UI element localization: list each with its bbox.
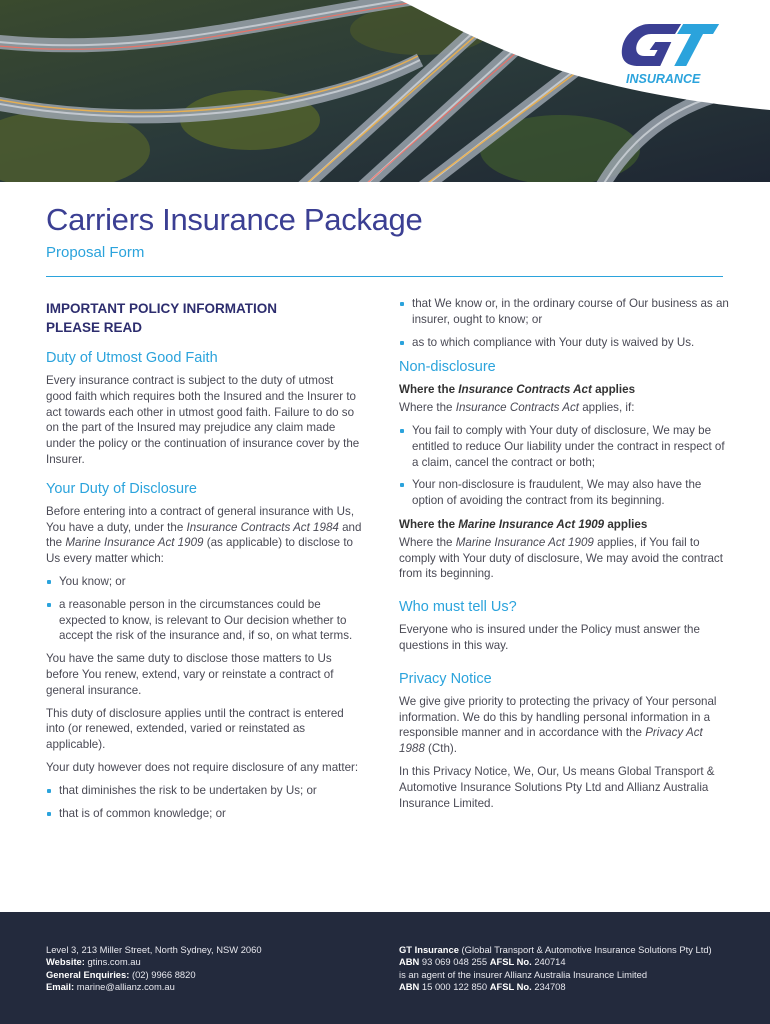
disclosure-paragraph-1: Before entering into a contract of general insurance with Us, You have a duty, under the Insurance Contracts Act 1984 and the Marine Insurance Act 1909 (as applicable) to disclose to Us every matter which: — [46, 504, 362, 566]
disclosure-list — [46, 574, 362, 644]
footer-email: Email: marine@allianz.com.au — [46, 981, 175, 993]
list-item: a reasonable person in the circumstances could be expected to know, is relevant to Our decision whether to accept the risk of the insurance and, if so, on what terms. — [46, 597, 362, 644]
important-heading: IMPORTANT POLICY INFORMATION PLEASE READ — [46, 301, 277, 335]
list-item: that diminishes the risk to be undertaken by Us; or — [46, 783, 362, 799]
ica-subheading: Where the Insurance Contracts Act applies — [399, 383, 636, 397]
disclosure-exceptions-list — [46, 783, 362, 822]
privacy-heading: Privacy Notice — [399, 670, 492, 687]
privacy-paragraph-2: In this Privacy Notice, We, Our, Us means Global Transport & Automotive Insurance Solutions Pty Ltd and Allianz Australia Insurance Limited. — [399, 764, 715, 810]
list-item: You know; or — [46, 574, 362, 590]
gt-insurance-logo — [620, 20, 730, 90]
divider — [46, 276, 723, 277]
disclosure-paragraph-3: This duty of disclosure applies until the contract is entered into (or renewed, extended, varied or reinstated as applicable). — [46, 706, 344, 752]
list-item: that is of common knowledge; or — [46, 806, 362, 822]
mia-paragraph: Where the Marine Insurance Act 1909 applies, if You fail to comply with Your duty of disclosure, We may avoid the contract from its beginning. — [399, 535, 723, 581]
disclosure-exceptions-continued — [399, 296, 729, 350]
right-column — [399, 296, 729, 818]
privacy-paragraph-1: We give give priority to protecting the privacy of Your personal information. We do this by handling personal information in a responsible manner and in accordance with the Privacy Act 1988 (Cth). — [399, 694, 717, 756]
good-faith-text: Every insurance contract is subject to the duty of utmost good faith which requires both the Insured and the Insurer to act towards each other in utmost good faith. Failure to do so on the part of the Insured may prejudice any claim made under the policy or the continuation of insurance cover by the Insurer. — [46, 374, 360, 466]
footer-enquiries: General Enquiries: (02) 9966 8820 — [46, 968, 196, 980]
footer-website: Website: gtins.com.au — [46, 956, 141, 968]
disclosure-paragraph-2: You have the same duty to disclose those matters to Us before You renew, extend, vary or reinstate a contract of general insurance. — [46, 652, 334, 697]
footer-company: GT Insurance (Global Transport & Automotive Insurance Solutions Pty Ltd) ABN 93 069 048 255 AFSL No. 240714 is an agent of the insurer Allianz Australia Insurance Limited ABN 15 000 122 850 AFSL No. 234708 — [399, 944, 712, 993]
who-must-tell-heading: Who must tell Us? — [399, 599, 517, 616]
mia-subheading: Where the Marine Insurance Act 1909 applies — [399, 517, 648, 531]
nondisclosure-heading: Non-disclosure — [399, 359, 496, 376]
ica-paragraph: Where the Insurance Contracts Act applies, if: — [399, 401, 635, 415]
good-faith-heading: Duty of Utmost Good Faith — [46, 350, 218, 366]
who-must-tell-text: Everyone who is insured under the Policy must answer the questions in this way. — [399, 623, 700, 652]
page-title: Carriers Insurance Package — [46, 202, 423, 237]
disclosure-paragraph-4: Your duty however does not require disclosure of any matter: — [46, 760, 359, 774]
footer — [0, 912, 770, 1024]
footer-address: Level 3, 213 Miller Street, North Sydney, NSW 2060 — [46, 944, 262, 955]
ica-list — [399, 423, 729, 509]
list-item: that We know or, in the ordinary course of Our business as an insurer, ought to know; or — [399, 296, 729, 328]
footer-contact — [46, 944, 366, 994]
list-item: You fail to comply with Your duty of disclosure, We may be entitled to reduce Our liability under the contract in respect of a claim, cancel the contract or both; — [399, 423, 729, 470]
left-column — [46, 296, 362, 828]
page-subtitle: Proposal Form — [46, 244, 145, 261]
svg-text:INSURANCE: INSURANCE — [626, 72, 701, 86]
list-item: as to which compliance with Your duty is waived by Us. — [399, 335, 729, 351]
disclosure-heading: Your Duty of Disclosure — [46, 480, 197, 497]
hero-image — [0, 0, 770, 182]
list-item: Your non-disclosure is fraudulent, We may also have the option of avoiding the contract from its beginning. — [399, 477, 729, 509]
